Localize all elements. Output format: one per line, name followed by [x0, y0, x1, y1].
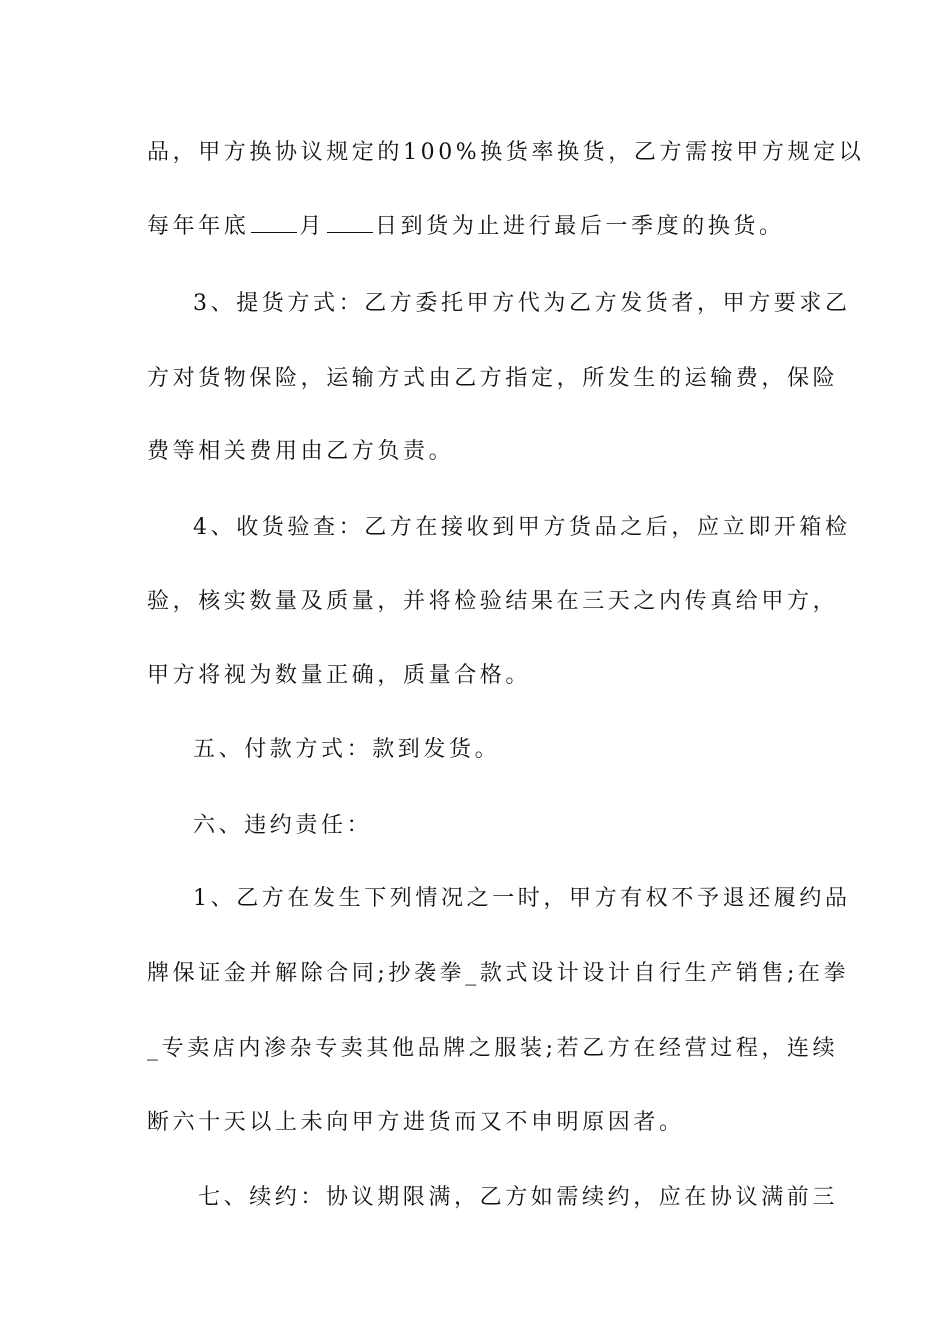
- fill-in-blank: [251, 214, 297, 233]
- paragraph-line: [147, 661, 827, 691]
- line-text: 3、提货方式：乙方委托甲方代为乙方发货者，甲方要求乙: [193, 291, 851, 316]
- line-text: 4、收货验查：乙方在接收到甲方货品之后，应立即开箱检: [193, 515, 851, 540]
- paragraph-line: [147, 212, 827, 242]
- paragraph-line: [193, 884, 873, 914]
- line-text: 费等相关费用由乙方负责。: [147, 439, 455, 464]
- paragraph-line: [147, 959, 850, 989]
- paragraph-line: [193, 289, 873, 319]
- line-text: 日到货为止进行最后一季度的换货。: [375, 214, 785, 239]
- paragraph-line: [147, 364, 839, 394]
- paragraph-line: [147, 1108, 827, 1138]
- line-text: _专卖店内渗杂专卖其他品牌之服装;若乙方在经营过程，连续: [147, 1036, 839, 1061]
- line-text: 甲方将视为数量正确，质量合格。: [147, 663, 532, 688]
- paragraph-line: [147, 437, 827, 467]
- line-text: 月: [299, 214, 326, 239]
- paragraph-line: [193, 513, 873, 543]
- paragraph-line: [147, 1034, 839, 1064]
- fill-in-blank: [327, 214, 373, 233]
- line-text: 1、乙方在发生下列情况之一时，甲方有权不予退还履约品: [193, 886, 851, 911]
- line-text: 六、违约责任：: [193, 813, 373, 838]
- paragraph-line: [147, 138, 865, 168]
- line-text: 五、付款方式：款到发货。: [193, 737, 501, 762]
- paragraph-line: [193, 811, 873, 841]
- line-text: 七、续约：协议期限满，乙方如需续约，应在协议满前三: [198, 1185, 839, 1210]
- line-text: 品，甲方换协议规定的100%换货率换货，乙方需按甲方规定以: [147, 140, 865, 165]
- line-text: 断六十天以上未向甲方进货而又不申明原因者。: [147, 1110, 685, 1135]
- paragraph-line: [198, 1183, 878, 1213]
- paragraph-line: [147, 587, 839, 617]
- paragraph-line: [193, 735, 873, 765]
- line-text: 牌保证金并解除合同;抄袭拳_款式设计设计自行生产销售;在拳: [147, 961, 850, 986]
- line-text: 验，核实数量及质量，并将检验结果在三天之内传真给甲方，: [147, 589, 839, 614]
- line-text: 方对货物保险，运输方式由乙方指定，所发生的运输费，保险: [147, 366, 839, 391]
- line-text: 每年年底: [147, 214, 250, 239]
